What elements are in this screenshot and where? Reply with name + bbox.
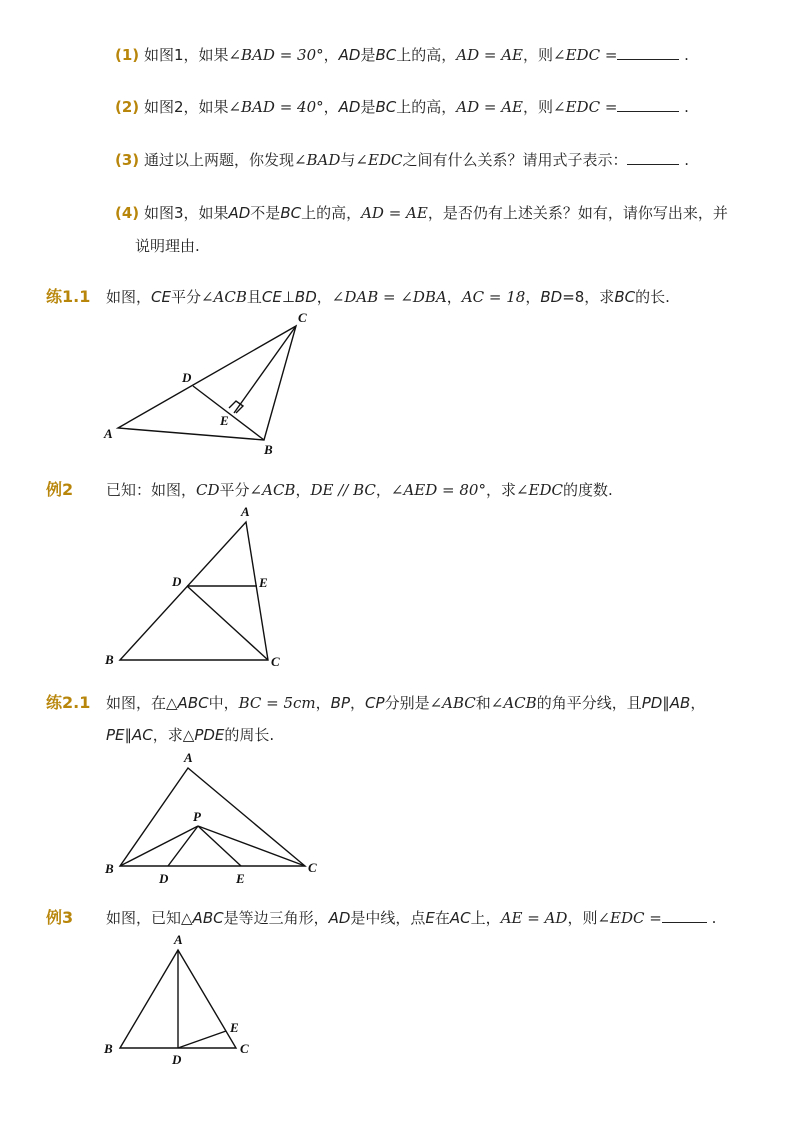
question-number: (2) [115,98,140,116]
label-a: A [241,504,250,519]
question-3: (3) 通过以上两题，你发现∠BAD与∠EDC之间有什么关系？请用式子表示： . [115,151,690,169]
example-3-text: 如图，已知△ABC是等边三角形，AD是中线，点E在AC上，AE = AD，则∠EDC = . [106,909,717,927]
label-d: D [159,871,169,886]
label-p: P [193,809,201,824]
label-a: A [174,932,183,947]
exercise-2-1-text-line2: PE∥AC，求△PDE的周长. [106,726,275,744]
question-4-line2: 说明理由. [135,237,200,255]
question-2: (2) 如图2，如果∠BAD = 40°，AD是BC上的高，AD = AE，则∠EDC = . [115,98,689,116]
label-a: A [104,426,113,441]
question-1: (1) 如图1，如果∠BAD = 30°，AD是BC上的高，AD = AE，则∠EDC = . [115,46,689,64]
label-c: C [298,310,307,325]
label-b: B [104,1041,113,1056]
example-tag: 例3 [46,908,74,927]
exercise-2-1-text: 如图，在△ABC中，BC = 5cm，BP，CP分别是∠ABC和∠ACB的角平分线，且PD∥AB， [106,694,706,712]
question-4: (4) 如图3，如果AD不是BC上的高，AD = AE，是否仍有上述关系？如有，请你写出来，并 [115,204,728,222]
label-a: A [184,750,193,765]
example-2-text: 已知：如图，CD平分∠ACB，DE // BC，∠AED = 80°，求∠EDC的度数. [106,481,613,499]
label-d: D [182,370,192,385]
exercise-tag: 练2.1 [46,693,91,712]
label-b: B [264,442,273,457]
label-e: E [236,871,245,886]
label-e: E [220,413,229,428]
segment-de [178,1031,226,1048]
question-number: (3) [115,151,140,169]
label-c: C [240,1041,249,1056]
label-d: D [172,574,182,589]
label-c: C [271,654,280,669]
question-number: (1) [115,46,140,64]
label-e: E [230,1020,239,1035]
example-tag: 例2 [46,480,74,499]
question-number: (4) [115,204,140,222]
label-e: E [259,575,268,590]
exercise-1-1-text: 如图，CE平分∠ACB且CE⊥BD，∠DAB = ∠DBA，AC = 18，BD=8，求BC的长. [106,288,670,306]
label-c: C [308,860,317,875]
label-d: D [172,1052,182,1067]
label-b: B [105,652,114,667]
label-b: B [105,861,114,876]
exercise-tag: 练1.1 [46,287,91,306]
